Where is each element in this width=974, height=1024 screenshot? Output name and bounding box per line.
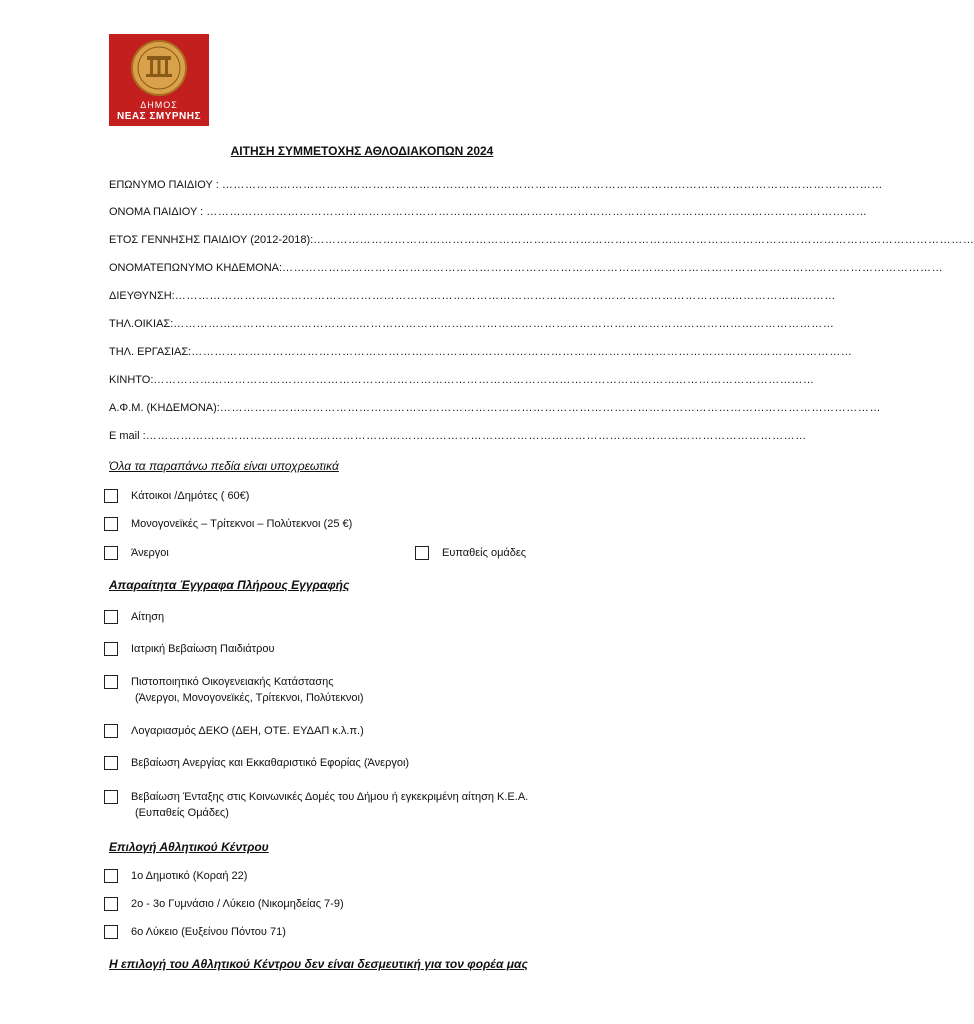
checkbox[interactable]	[104, 675, 118, 689]
field-home-phone[interactable]: ΤΗΛ.ΟΙΚΙΑΣ:………………………………………………………………………………………………………………………………………………………	[109, 318, 835, 330]
category-label: Ευπαθείς ομάδες	[442, 547, 527, 559]
checkbox[interactable]	[104, 546, 118, 560]
checkbox[interactable]	[104, 642, 118, 656]
category-label: Άνεργοι	[131, 547, 169, 559]
logo-line-2: ΝΕΑΣ ΣΜΥΡΝΗΣ	[116, 111, 201, 122]
checkbox[interactable]	[104, 724, 118, 738]
document-sublabel: (Ευπαθείς Ομάδες)	[135, 807, 229, 819]
checkbox[interactable]	[104, 517, 118, 531]
municipality-logo	[109, 34, 209, 126]
category-label: Μονογονεϊκές – Τρίτεκνοι – Πολύτεκνοι (25 €)	[131, 518, 353, 530]
field-tax-number[interactable]: Α.Φ.Μ. (ΚΗΔΕΜΟΝΑ):………………………………………………………………………………………………………………………………………………………	[109, 402, 882, 414]
field-guardian-name[interactable]: ΟΝΟΜΑΤΕΠΩΝΥΜΟ ΚΗΔΕΜΟΝΑ:………………………………………………………………………………………………………………………………………………………	[109, 262, 944, 274]
checkbox[interactable]	[104, 756, 118, 770]
page-title: ΑΙΤΗΣΗ ΣΥΜΜΕΤΟΧΗΣ ΑΘΛΟΔΙΑΚΟΠΩΝ 2024	[230, 144, 494, 158]
center-label: 6ο Λύκειο (Ευξείνου Πόντου 71)	[131, 926, 286, 938]
category-label: Κάτοικοι /Δημότες ( 60€)	[131, 490, 250, 502]
document-label: Πιστοποιητικό Οικογενειακής Κατάστασης	[131, 676, 334, 688]
document-sublabel: (Άνεργοι, Μονογονεϊκές, Τρίτεκνοι, Πολύτεκνοι)	[135, 692, 364, 704]
field-address[interactable]: ΔΙΕΥΘΥΝΣΗ:………………………………………………………………………………………………………………………………………………………	[109, 290, 836, 302]
checkbox[interactable]	[415, 546, 429, 560]
center-label: 2ο - 3ο Γυμνάσιο / Λύκειο (Νικομηδείας 7-9)	[131, 898, 344, 910]
field-child-surname[interactable]: ΕΠΩΝΥΜΟ ΠΑΙΔΙΟΥ : ………………………………………………………………………………………………………………………………………………………	[109, 179, 884, 191]
field-email[interactable]: E mail :………………………………………………………………………………………………………………………………………………………	[109, 430, 807, 442]
field-mobile[interactable]: ΚΙΝΗΤΟ:………………………………………………………………………………………………………………………………………………………	[109, 374, 815, 386]
field-child-name[interactable]: ΟΝΟΜΑ ΠΑΙΔΙΟΥ : ………………………………………………………………………………………………………………………………………………………	[109, 206, 868, 218]
document-label: Λογαριασμός ΔΕΚΟ (ΔΕΗ, ΟΤΕ. ΕΥΔΑΠ κ.λ.π.)	[131, 725, 364, 737]
logo-line-1: ΔΗΜΟΣ	[140, 100, 178, 110]
documents-heading: Απαραίτητα Έγγραφα Πλήρους Εγγραφής	[109, 578, 350, 592]
document-label: Αίτηση	[131, 611, 165, 623]
checkbox[interactable]	[104, 869, 118, 883]
field-work-phone[interactable]: ΤΗΛ. ΕΡΓΑΣΙΑΣ:………………………………………………………………………………………………………………………………………………………	[109, 346, 853, 358]
center-label: 1ο Δημοτικό (Κοραή 22)	[131, 870, 248, 882]
document-label: Βεβαίωση Ένταξης στις Κοινωνικές Δομές του Δήμου ή εγκεκριμένη αίτηση Κ.Ε.Α.	[131, 791, 529, 803]
checkbox[interactable]	[104, 925, 118, 939]
document-label: Ιατρική Βεβαίωση Παιδιάτρου	[131, 643, 275, 655]
field-birth-year[interactable]: ΕΤΟΣ ΓΕΝΝΗΣΗΣ ΠΑΙΔΙΟΥ (2012-2018):………………………………………………………………………………………………………………………………………………………	[109, 234, 974, 246]
checkbox[interactable]	[104, 489, 118, 503]
footer-note: Η επιλογή του Αθλητικού Κέντρου δεν είναι δεσμευτική για τον φορέα μας	[109, 957, 528, 971]
centers-heading: Επιλογή Αθλητικού Κέντρου	[109, 840, 269, 854]
document-label: Βεβαίωση Ανεργίας και Εκκαθαριστικό Εφορίας (Άνεργοι)	[131, 757, 410, 769]
checkbox[interactable]	[104, 790, 118, 804]
mandatory-note: Όλα τα παραπάνω πεδία είναι υποχρεωτικά	[109, 459, 339, 473]
checkbox[interactable]	[104, 897, 118, 911]
checkbox[interactable]	[104, 610, 118, 624]
